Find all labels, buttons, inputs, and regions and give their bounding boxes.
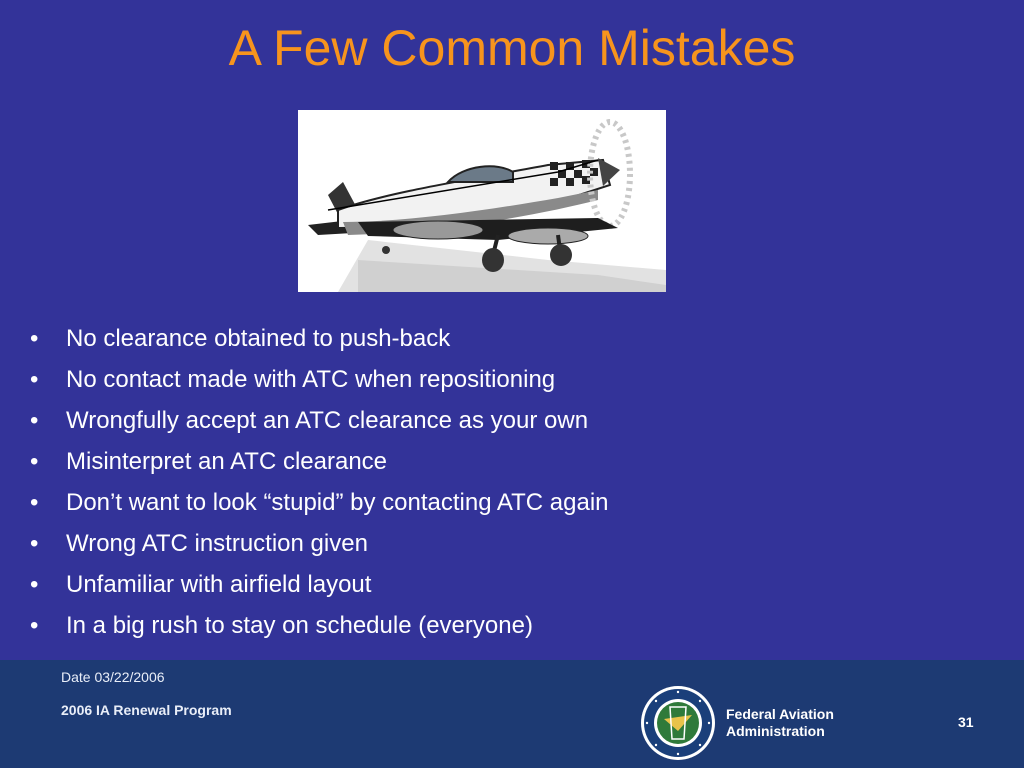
- bullet-text: Wrongfully accept an ATC clearance as your own: [66, 407, 589, 434]
- bullet-text: No contact made with ATC when repositioning: [66, 366, 556, 393]
- bullet-item: [30, 482, 609, 523]
- bullet-item: [30, 564, 609, 605]
- agency-name: [726, 706, 834, 740]
- bullet-item: [30, 605, 609, 646]
- agency-name-line1: Federal Aviation: [726, 706, 834, 722]
- bullet-text: No clearance obtained to push-back: [66, 325, 451, 352]
- slide-footer: [0, 660, 1024, 768]
- bullet-symbol: •: [30, 571, 39, 598]
- footer-date: Date 03/22/2006: [61, 669, 165, 685]
- bullet-item: [30, 400, 609, 441]
- bullet-symbol: •: [30, 448, 39, 475]
- bullet-text: Misinterpret an ATC clearance: [66, 448, 388, 475]
- bullet-item: [30, 523, 609, 564]
- bullet-text: Wrong ATC instruction given: [66, 530, 368, 557]
- bullet-symbol: •: [30, 530, 39, 557]
- bullet-item: [30, 441, 609, 482]
- airplane-image: [298, 110, 666, 292]
- bullet-list: [30, 318, 609, 646]
- bullet-symbol: •: [30, 366, 39, 393]
- bullet-text: In a big rush to stay on schedule (everyone): [66, 612, 533, 639]
- page-number: 31: [958, 714, 974, 730]
- bullet-item: [30, 318, 609, 359]
- faa-seal-icon: [640, 685, 716, 761]
- bullet-text: Don’t want to look “stupid” by contacting ATC again: [66, 489, 609, 516]
- bullet-symbol: •: [30, 612, 39, 639]
- bullet-symbol: •: [30, 407, 39, 434]
- bullet-symbol: •: [30, 325, 39, 352]
- bullet-item: [30, 359, 609, 400]
- bullet-symbol: •: [30, 489, 39, 516]
- p51-mustang-icon: [298, 110, 666, 292]
- agency-name-line2: Administration: [726, 723, 825, 739]
- footer-program: 2006 IA Renewal Program: [61, 702, 232, 718]
- slide-title: A Few Common Mistakes: [228, 20, 796, 76]
- faa-seal-logo: [640, 685, 716, 766]
- bullet-text: Unfamiliar with airfield layout: [66, 571, 372, 598]
